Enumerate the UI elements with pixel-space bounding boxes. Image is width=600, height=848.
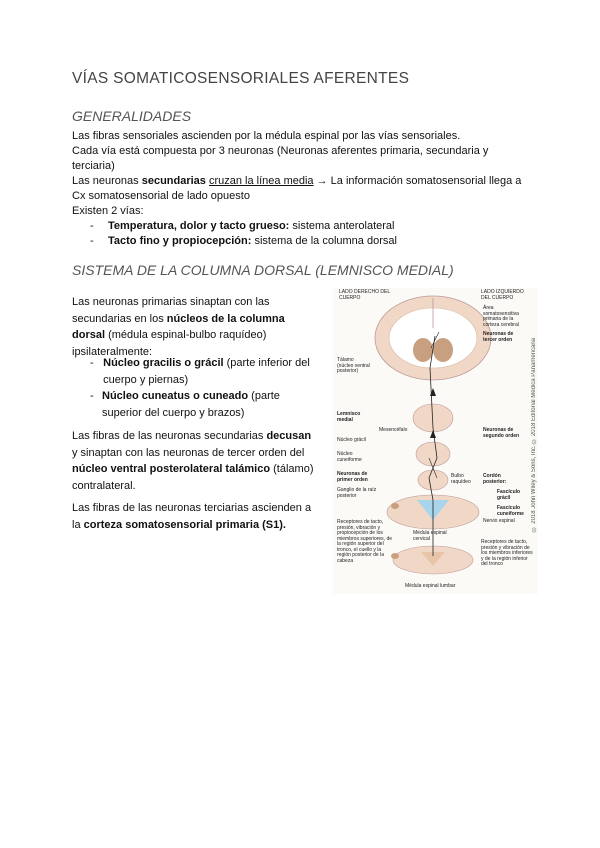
label-lemnisco: Lemnisco medial bbox=[337, 411, 361, 423]
gen-line-4: Existen 2 vías: bbox=[72, 205, 144, 217]
label-nucleo-gracil: Núcleo grácil bbox=[337, 437, 366, 443]
label-receptores-sup: Receptores de tacto, presión, vibración y propiocepción de los miembros superiores, de la región superior del tronco, el cuello y la región posterior de la cabeza bbox=[337, 519, 393, 564]
label-area: Área somatosensitiva primaria de la corteza cerebral bbox=[483, 305, 519, 328]
figure-copyright: © 2018 John Wiley & Sons, Inc. © 2018 Editorial Médica Panamericana bbox=[531, 338, 537, 532]
label-segundo-orden: Neuronas de segundo orden bbox=[483, 427, 520, 439]
label-left-side: LADO DERECHO DEL CUERPO bbox=[339, 289, 390, 301]
columna-p1: Las neuronas primarias sinaptan con las secundarias en los núcleos de la columna dorsal (médula espinal-bulbo raquídeo) ipsilateralmente: bbox=[72, 296, 285, 358]
label-medula-cervical: Médula espinal cervical bbox=[413, 530, 447, 542]
label-nervio: Nervio espinal bbox=[483, 518, 515, 524]
heading-generalidades: GENERALIDADES bbox=[72, 108, 192, 124]
label-talamo: Tálamo (núcleo ventral posterior) bbox=[337, 357, 370, 374]
gen-line-2: Cada vía está compuesta por 3 neuronas (Neuronas aferentes primaria, secundaria y terciaria) bbox=[72, 145, 489, 172]
label-receptores-inf: Receptores de tacto, presión y vibración de los miembros inferiores y de la región inferior del tronco bbox=[481, 539, 533, 567]
label-bulbo: Bulbo raquídeo bbox=[451, 473, 471, 485]
page-title: VÍAS SOMATICOSENSORIALES AFERENTES bbox=[72, 70, 410, 87]
label-medula-lumbar: Médula espinal lumbar bbox=[405, 583, 456, 589]
label-fasciculo-cuneiforme: Fascículo cuneiforme bbox=[497, 505, 524, 517]
generalidades-text bbox=[72, 129, 532, 219]
list-item: - Tacto fino y propiocepción: sistema de la columna dorsal bbox=[90, 235, 397, 247]
label-mesencefalo: Mesencéfalo bbox=[379, 427, 408, 433]
label-fasciculo-gracil: Fascículo grácil bbox=[497, 489, 521, 501]
vias-list bbox=[72, 219, 397, 249]
heading-columna-dorsal: SISTEMA DE LA COLUMNA DORSAL (LEMNISCO MEDIAL) bbox=[72, 262, 454, 278]
label-nucleo-cuneiforme: Núcleo cuneiforme bbox=[337, 451, 362, 463]
label-ganglio: Ganglio de la raíz posterior bbox=[337, 487, 377, 499]
label-tercer-orden: Neuronas de tercer orden bbox=[483, 331, 514, 343]
dorsal-column-figure bbox=[333, 288, 538, 594]
label-right-side: LADO IZQUIERDO DEL CUERPO bbox=[481, 289, 524, 301]
columna-p2: Las fibras de las neuronas secundarias decusan y sinaptan con las neuronas de tercer orden del núcleo ventral posterolateral talámico (tálamo) contralateral. bbox=[72, 430, 314, 492]
nucleos-list bbox=[72, 355, 318, 421]
list-item: - Núcleo gracilis o grácil (parte inferior del cuerpo y piernas) bbox=[90, 357, 310, 386]
list-item: - Núcleo cuneatus o cuneado (parte superior del cuerpo y brazos) bbox=[90, 390, 280, 419]
gen-line-3: Las neuronas secundarias cruzan la línea media → La información somatosensorial llega a Cx somatosensorial de lado opuesto bbox=[72, 175, 522, 202]
list-item: - Temperatura, dolor y tacto grueso: sistema anterolateral bbox=[90, 220, 395, 232]
label-primer-orden: Neuronas de primer orden bbox=[337, 471, 368, 483]
columna-p3: Las fibras de las neuronas terciarias ascienden a la corteza somatosensorial primaria (S1). bbox=[72, 502, 312, 531]
gen-line-1: Las fibras sensoriales ascienden por la médula espinal por las vías sensoriales. bbox=[72, 130, 461, 142]
label-cordon: Cordón posterior: bbox=[483, 473, 507, 485]
